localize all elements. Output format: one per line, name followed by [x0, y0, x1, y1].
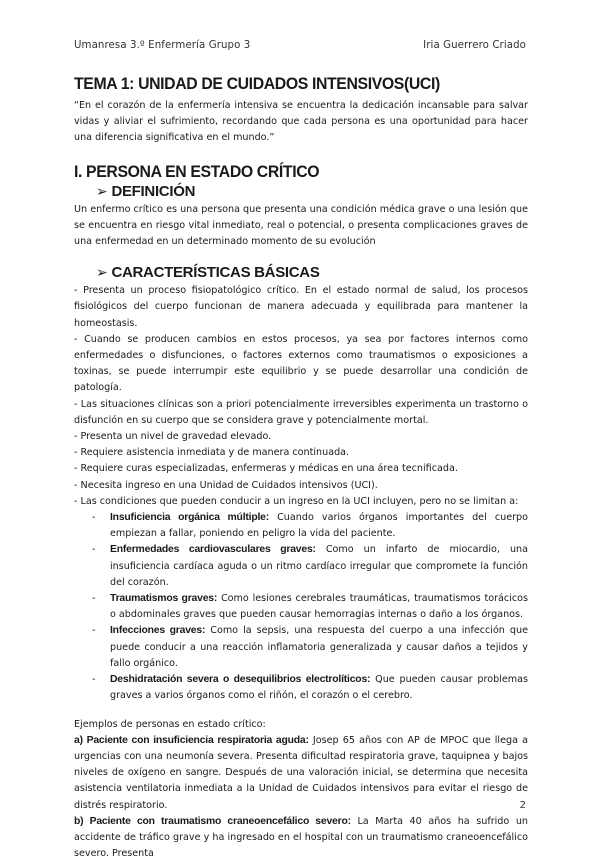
dash-bullet: -	[92, 593, 96, 605]
example-a	[74, 733, 528, 814]
example-b-desc: La Marta 40 años ha sufrido un accidente de tráfico grave y ha ingresado en el hospital con un traumatismo craneoencefálico severo. Presenta	[74, 815, 528, 860]
example-a-desc: Josep 65 años con AP de MPOC que llega a urgencias con una neumonía severa. Presenta dificultad respiratoria grave, taquipnea y bajos niveles de oxígeno en sangre. Después de una valoración inicial, se determina que necesita asistencia ventilatoria inmediata a la Unidad de Cuidados intensivos para evitar el riesgo de distrés respiratorio.	[74, 734, 528, 811]
header-left: Umanresa 3.º Enfermería Grupo 3	[74, 40, 251, 51]
page-content	[74, 74, 528, 862]
condition-desc: Como un infarto de miocardio, una insuficiencia cardíaca aguda o un ritmo cardíaco irregular que compromete la función del corazón.	[110, 544, 528, 588]
characteristic-line: - Presenta un nivel de gravedad elevado.	[74, 431, 272, 443]
characteristic-line: - Las situaciones clínicas son a priori potencialmente irreversibles experimenta un trastorno o disfunción en su cuerpo que se considera grave y potencialmente mortal.	[74, 398, 528, 426]
example-b	[74, 814, 528, 862]
characteristic-line: - Las condiciones que pueden conducir a un ingreso en la UCI incluyen, pero no se limitan a:	[74, 495, 519, 507]
characteristic-line: - Presenta un proceso fisiopatológico crítico. En el estado normal de salud, los procesos fisiológicos del cuerpo funcionan de manera adecuada y equilibrada para mantener la homeostasis.	[74, 285, 528, 329]
arrow-bullet-icon: ➢	[96, 182, 108, 199]
condition-desc: Como la sepsis, una respuesta del cuerpo a una infección que puede conducir a una reacción inflamatoria generalizada y causar daños a tejidos y fallo orgánico.	[110, 625, 528, 669]
condition-term: Enfermedades cardiovasculares graves:	[110, 544, 316, 556]
subheading-label: CARACTERÍSTICAS BÁSICAS	[111, 264, 320, 282]
subheading-label: DEFINICIÓN	[111, 182, 196, 200]
characteristic-line: - Cuando se producen cambios en estos procesos, ya sea por factores internos como enfermedades o disfunciones, o factores externos como traumatismos o exposiciones a toxinas, se puede interrumpir este equilibrio y se puede desarrollar una condición de patología.	[74, 333, 528, 394]
arrow-bullet-icon: ➢	[96, 264, 108, 281]
dash-bullet: -	[92, 674, 96, 686]
page-title: TEMA 1: UNIDAD DE CUIDADOS INTENSIVOS(UCI)	[74, 74, 440, 93]
condition-desc: Cuando varios órganos importantes del cuerpo empiezan a fallar, poniendo en peligro la vida del paciente.	[110, 512, 528, 540]
condition-term: Insuficiencia orgánica múltiple:	[110, 512, 270, 524]
characteristic-line: - Necesita ingreso en una Unidad de Cuidados intensivos (UCI).	[74, 479, 378, 491]
list-item	[92, 672, 528, 704]
condition-desc: Que pueden causar problemas graves a varios órganos como el riñón, el corazón o el cerebro.	[110, 674, 528, 702]
list-item	[92, 510, 528, 542]
definition-paragraph: Un enfermo crítico es una persona que presenta una condición médica grave o una lesión que se encuentra en riesgo vital inmediato, real o potencial, o presenta complicaciones graves de una enfermedad en un determinado momento de su evolución	[74, 203, 528, 248]
condition-term: Traumatismos graves:	[110, 593, 218, 605]
list-item	[92, 591, 528, 623]
characteristic-line: - Requiere curas especializadas, enfermeras y médicas en una área tecnificada.	[74, 463, 458, 475]
dash-bullet: -	[92, 625, 96, 637]
section-heading: I. PERSONA EN ESTADO CRÍTICO	[74, 161, 320, 181]
example-a-term: a) Paciente con insuficiencia respiratoria aguda:	[74, 734, 309, 746]
header-right: Iria Guerrero Criado	[423, 40, 526, 51]
list-item	[92, 542, 528, 591]
condition-desc: Como lesiones cerebrales traumáticas, traumatismos torácicos o abdominales graves que pueden causar hemorragias internas o daño a los órganos.	[110, 593, 528, 621]
conditions-list	[74, 510, 528, 704]
subheading-caracteristicas	[96, 264, 528, 281]
example-b-term: b) Paciente con traumatismo craneoencefálico severo:	[74, 815, 351, 827]
condition-term: Deshidratación severa o desequilibrios electrolíticos:	[110, 674, 371, 686]
subheading-definicion	[96, 183, 528, 200]
condition-term: Infecciones graves:	[110, 625, 206, 637]
intro-quote: “En el corazón de la enfermería intensiva se encuentra la dedicación incansable para salvar vidas y aliviar el sufrimiento, recordando que cada persona es una oportunidad para hacer una diferencia significativa en el mundo.”	[74, 100, 528, 144]
examples-intro: Ejemplos de personas en estado crítico:	[74, 718, 266, 730]
characteristic-line: - Requiere asistencia inmediata y de manera continuada.	[74, 447, 350, 459]
dash-bullet: -	[92, 544, 96, 556]
page-number: 2	[519, 800, 526, 811]
dash-bullet: -	[92, 512, 96, 524]
list-item	[92, 623, 528, 672]
